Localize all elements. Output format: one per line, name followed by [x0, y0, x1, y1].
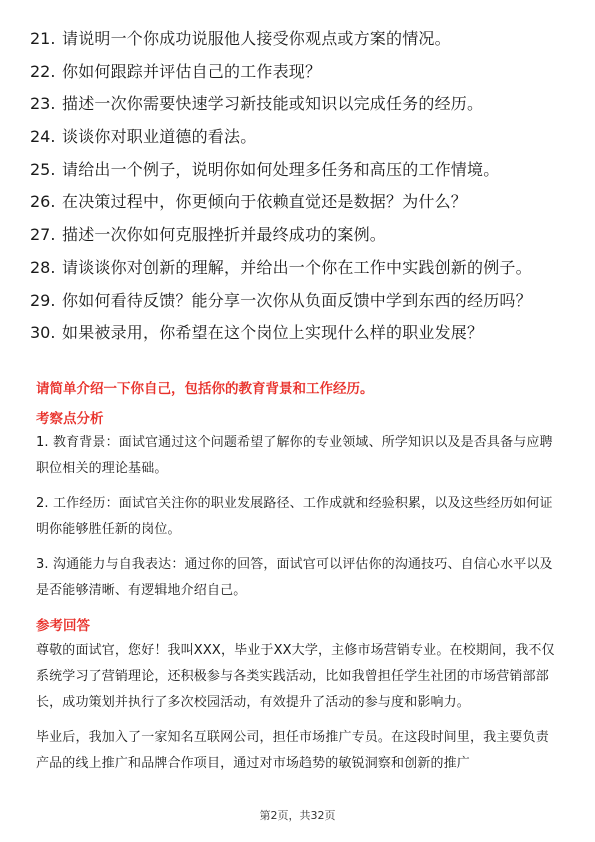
- item-number: 29.: [30, 290, 56, 310]
- list-item: [30, 222, 570, 247]
- item-text: 请谈谈你对创新的理解，并给出一个你在工作中实践创新的例子。: [62, 257, 532, 277]
- item-text: 如果被录用，你希望在这个岗位上实现什么样的职业发展？: [62, 323, 484, 343]
- page-footer: 第2页，共32页: [259, 809, 336, 822]
- item-text: 你如何跟踪并评估自己的工作表现？: [62, 61, 322, 81]
- item-number: 21.: [30, 29, 56, 48]
- item-text: 在决策过程中，你更倾向于依赖直觉还是数据？为什么？: [62, 192, 468, 212]
- item-number: 26.: [30, 192, 56, 212]
- item-number: 24.: [30, 127, 56, 147]
- item-number: 22.: [30, 61, 56, 81]
- item-text: 谈谈你对职业道德的看法。: [62, 127, 257, 147]
- list-item: [30, 157, 570, 182]
- item-text: 请给出一个例子，说明你如何处理多任务和高压的工作情境。: [62, 159, 500, 179]
- list-item: [30, 320, 570, 345]
- list-item: [30, 26, 570, 51]
- item-text: 请说明一个你成功说服他人接受你观点或方案的情况。: [62, 29, 451, 48]
- answer-paragraph: 毕业后，我加入了一家知名互联网公司，担任市场推广专员。在这段时间里，我主要负责产品的线上推广和品牌合作项目，通过对市场趋势的敏锐洞察和创新的推广: [36, 730, 549, 771]
- item-text: 你如何看待反馈？能分享一次你从负面反馈中学到东西的经历吗？: [62, 290, 532, 310]
- answer-heading: 参考回答: [36, 618, 90, 634]
- item-number: 28.: [30, 257, 56, 277]
- analysis-point: 3. 沟通能力与自我表达：通过你的回答，面试官可以评估你的沟通技巧、自信心水平以及是否能够清晰、有逻辑地介绍自己。: [36, 557, 553, 598]
- list-item: [30, 59, 570, 84]
- question-list: [30, 26, 570, 353]
- list-item: [30, 288, 570, 313]
- item-text: 描述一次你需要快速学习新技能或知识以完成任务的经历。: [62, 94, 484, 114]
- list-item: [30, 255, 570, 280]
- list-item: [30, 189, 570, 214]
- analysis-section: [36, 430, 556, 613]
- list-item: [30, 124, 570, 149]
- list-item: [30, 91, 570, 116]
- analysis-heading: 考察点分析: [36, 411, 104, 427]
- analysis-point: 2. 工作经历：面试官关注你的职业发展路径、工作成就和经验积累，以及这些经历如何证明你能够胜任新的岗位。: [36, 496, 553, 537]
- answer-section: [36, 638, 558, 786]
- answer-paragraph: 尊敬的面试官，您好！我叫XXX，毕业于XX大学，主修市场营销专业。在校期间，我不仅系统学习了营销理论，还积极参与各类实践活动，比如我曾担任学生社团的市场营销部部长，成功策划并执行了多次校园活动，有效提升了活动的参与度和影响力。: [36, 643, 555, 710]
- featured-question: 请简单介绍一下你自己，包括你的教育背景和工作经历。: [36, 381, 374, 397]
- item-number: 30.: [30, 323, 56, 343]
- item-number: 23.: [30, 94, 56, 114]
- item-number: 25.: [30, 159, 56, 179]
- item-number: 27.: [30, 225, 56, 245]
- analysis-point: 1. 教育背景：面试官通过这个问题希望了解你的专业领域、所学知识以及是否具备与应聘职位相关的理论基础。: [36, 435, 553, 476]
- item-text: 描述一次你如何克服挫折并最终成功的案例。: [62, 225, 387, 245]
